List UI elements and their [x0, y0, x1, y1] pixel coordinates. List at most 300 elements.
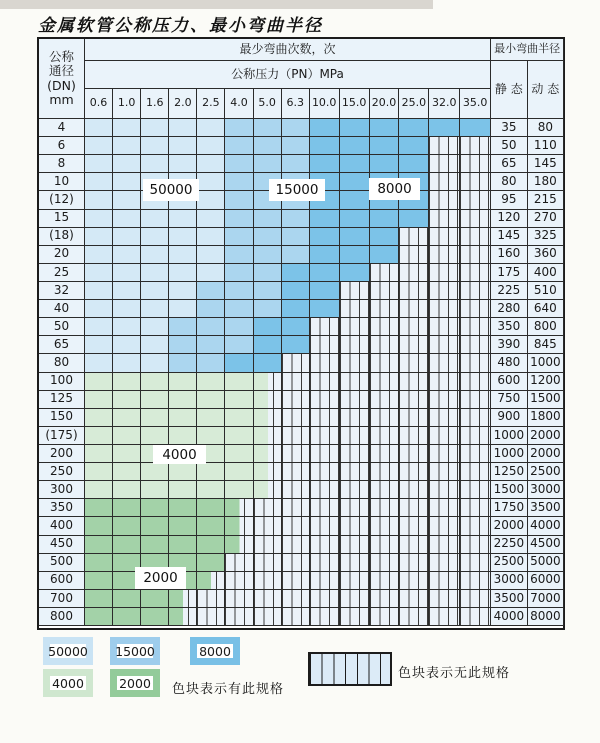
nospec-cell [399, 445, 429, 463]
nospec-cell [370, 499, 400, 517]
legend-value: 2000 [119, 675, 151, 691]
spec-cell [310, 137, 340, 155]
spec-cell [85, 336, 113, 354]
nospec-cell [460, 409, 491, 427]
legend-has-spec-text: 色块表示有此规格 [172, 682, 285, 697]
nospec-cell [282, 481, 310, 499]
legend-swatch-4000 [43, 669, 93, 697]
nospec-cell [460, 572, 491, 590]
spec-cell [225, 536, 253, 554]
nospec-cell [282, 554, 310, 572]
dynamic-value: 80 [528, 119, 565, 137]
spec-cell [197, 336, 225, 354]
spec-cell [225, 246, 253, 264]
nospec-cell [197, 608, 225, 626]
spec-cell [340, 210, 370, 228]
nospec-cell [310, 463, 340, 481]
spec-cell [370, 155, 400, 173]
nospec-cell [310, 517, 340, 535]
static-value: 480 [491, 354, 528, 372]
nospec-cell [197, 590, 225, 608]
dynamic-value: 510 [528, 282, 565, 300]
spec-cell [169, 391, 197, 409]
spec-cell [169, 282, 197, 300]
dn-label: 125 [39, 391, 85, 409]
spec-cell [310, 210, 340, 228]
spec-cell [225, 517, 253, 535]
nospec-cell [340, 373, 370, 391]
min-bend-radius-header: 最小弯曲半径 [491, 39, 564, 61]
spec-cell [282, 300, 310, 318]
nospec-cell [370, 282, 400, 300]
spec-cell [113, 191, 141, 209]
spec-cell [85, 409, 113, 427]
spec-cell [169, 119, 197, 137]
nospec-cell [399, 318, 429, 336]
spec-cell [197, 155, 225, 173]
static-value: 750 [491, 391, 528, 409]
spec-cell [310, 300, 340, 318]
nospec-cell [460, 554, 491, 572]
static-value: 3000 [491, 572, 528, 590]
nospec-cell [429, 318, 460, 336]
nospec-cell [282, 590, 310, 608]
spec-cell [310, 282, 340, 300]
nospec-cell [370, 427, 400, 445]
spec-cell [197, 572, 225, 590]
spec-cell [254, 210, 282, 228]
nospec-cell [399, 228, 429, 246]
nospec-cell [460, 481, 491, 499]
spec-cell [141, 590, 169, 608]
spec-cell [197, 517, 225, 535]
spec-cell [113, 536, 141, 554]
nospec-cell [399, 282, 429, 300]
spec-cell [85, 354, 113, 372]
nospec-cell [370, 608, 400, 626]
static-value: 1500 [491, 481, 528, 499]
region-label-15000: 15000 [269, 179, 325, 201]
spec-cell [113, 391, 141, 409]
dn-label: 400 [39, 517, 85, 535]
spec-cell [254, 336, 282, 354]
spec-cell [460, 119, 491, 137]
spec-cell [225, 264, 253, 282]
dynamic-value: 180 [528, 173, 565, 191]
dn-label: 65 [39, 336, 85, 354]
nospec-cell [460, 191, 491, 209]
dn-label: 50 [39, 318, 85, 336]
dn-label: 800 [39, 608, 85, 626]
nospec-cell [340, 554, 370, 572]
spec-cell [113, 173, 141, 191]
legend-value: 4000 [52, 675, 84, 691]
spec-cell [169, 137, 197, 155]
dynamic-value: 360 [528, 246, 565, 264]
nospec-cell [310, 373, 340, 391]
region-label-2000: 2000 [135, 567, 186, 589]
dynamic-value: 3000 [528, 481, 565, 499]
spec-cell [399, 155, 429, 173]
nospec-cell [460, 210, 491, 228]
nospec-cell [429, 173, 460, 191]
static-value: 1000 [491, 445, 528, 463]
legend-swatch-15000 [110, 637, 160, 665]
nospec-cell [282, 409, 310, 427]
spec-cell [225, 318, 253, 336]
spec-cell [85, 427, 113, 445]
nospec-cell [460, 228, 491, 246]
nospec-cell [399, 409, 429, 427]
dynamic-value: 6000 [528, 572, 565, 590]
spec-cell [113, 137, 141, 155]
spec-cell [197, 373, 225, 391]
spec-cell [225, 300, 253, 318]
dynamic-value: 4000 [528, 517, 565, 535]
nospec-cell [310, 391, 340, 409]
spec-cell [340, 173, 370, 191]
spec-cell [113, 354, 141, 372]
dynamic-value: 1500 [528, 391, 565, 409]
spec-cell [254, 373, 282, 391]
nospec-cell [399, 354, 429, 372]
region-label-4000: 4000 [153, 445, 206, 464]
pressure-tick: 1.0 [113, 89, 141, 119]
spec-cell [340, 264, 370, 282]
nospec-cell [340, 608, 370, 626]
spec-cell [225, 336, 253, 354]
dynamic-value: 2000 [528, 427, 565, 445]
dn-label: (175) [39, 427, 85, 445]
spec-cell [225, 409, 253, 427]
spec-cell [85, 463, 113, 481]
nospec-cell [460, 445, 491, 463]
dynamic-value: 2500 [528, 463, 565, 481]
spec-cell [225, 119, 253, 137]
dynamic-value: 3500 [528, 499, 565, 517]
nospec-cell [460, 173, 491, 191]
spec-cell [225, 354, 253, 372]
nospec-cell [429, 463, 460, 481]
nospec-cell [340, 517, 370, 535]
spec-cell [282, 282, 310, 300]
nospec-cell [340, 590, 370, 608]
dn-header-line1: 公称 [48, 48, 74, 64]
dn-label: 20 [39, 246, 85, 264]
nospec-cell [225, 554, 253, 572]
spec-cell [169, 373, 197, 391]
pressure-tick: 32.0 [429, 89, 460, 119]
dn-header-line3: (DN) [47, 77, 76, 93]
spec-cell [113, 318, 141, 336]
spec-cell [85, 264, 113, 282]
spec-cell [197, 536, 225, 554]
spec-cell [429, 119, 460, 137]
spec-cell [310, 119, 340, 137]
nospec-cell [282, 536, 310, 554]
nospec-cell [340, 499, 370, 517]
nospec-cell [370, 463, 400, 481]
spec-cell [141, 517, 169, 535]
nospec-cell [282, 354, 310, 372]
spec-cell [85, 590, 113, 608]
nospec-cell [254, 499, 282, 517]
nospec-cell [340, 354, 370, 372]
legend-value: 50000 [48, 643, 88, 659]
nospec-cell [429, 246, 460, 264]
spec-cell [141, 409, 169, 427]
static-value: 120 [491, 210, 528, 228]
spec-cell [197, 119, 225, 137]
spec-cell [340, 228, 370, 246]
spec-cell [197, 409, 225, 427]
spec-cell [254, 119, 282, 137]
spec-cell [197, 463, 225, 481]
spec-cell [113, 608, 141, 626]
spec-cell [282, 137, 310, 155]
nospec-cell [340, 300, 370, 318]
pressure-tick: 0.6 [85, 89, 113, 119]
nospec-cell [399, 554, 429, 572]
nospec-cell [399, 391, 429, 409]
nospec-cell [282, 427, 310, 445]
spec-cell [141, 300, 169, 318]
dn-label: 8 [39, 155, 85, 173]
dynamic-value: 145 [528, 155, 565, 173]
dn-label: 10 [39, 173, 85, 191]
nospec-cell [340, 318, 370, 336]
spec-cell [254, 300, 282, 318]
nospec-cell [460, 427, 491, 445]
dynamic-value: 800 [528, 318, 565, 336]
spec-cell [85, 318, 113, 336]
nospec-cell [460, 590, 491, 608]
nospec-cell [460, 336, 491, 354]
nospec-cell [460, 499, 491, 517]
dn-header-line4: mm [49, 91, 74, 107]
spec-cell [370, 119, 400, 137]
static-value: 50 [491, 137, 528, 155]
pressure-tick: 6.3 [282, 89, 310, 119]
nospec-cell [310, 608, 340, 626]
spec-cell [225, 499, 253, 517]
spec-cell [85, 608, 113, 626]
spec-cell [169, 246, 197, 264]
static-value: 35 [491, 119, 528, 137]
spec-cell [141, 354, 169, 372]
spec-cell [282, 318, 310, 336]
spec-cell [254, 282, 282, 300]
spec-cell [282, 246, 310, 264]
static-value: 350 [491, 318, 528, 336]
pressure-tick: 2.5 [197, 89, 225, 119]
nospec-cell [460, 282, 491, 300]
nospec-cell [399, 590, 429, 608]
dynamic-value: 270 [528, 210, 565, 228]
spec-cell [225, 155, 253, 173]
spec-cell [340, 191, 370, 209]
dn-label: 25 [39, 264, 85, 282]
dynamic-value: 4500 [528, 536, 565, 554]
spec-cell [254, 246, 282, 264]
spec-cell [141, 336, 169, 354]
pressure-table [37, 37, 565, 630]
spec-cell [370, 210, 400, 228]
dynamic-value: 1200 [528, 373, 565, 391]
nospec-cell [370, 391, 400, 409]
spec-cell [113, 282, 141, 300]
spec-cell [197, 173, 225, 191]
bend-times-header: 最少弯曲次数，次 [85, 39, 491, 61]
nospec-cell [370, 536, 400, 554]
nospec-cell [340, 572, 370, 590]
nospec-cell [370, 264, 400, 282]
static-value: 900 [491, 409, 528, 427]
nospec-cell [254, 517, 282, 535]
spec-cell [113, 210, 141, 228]
dn-label: 250 [39, 463, 85, 481]
nospec-cell [225, 590, 253, 608]
nospec-cell [254, 608, 282, 626]
nospec-cell [310, 590, 340, 608]
spec-cell [254, 318, 282, 336]
spec-cell [169, 499, 197, 517]
nospec-cell [282, 391, 310, 409]
nospec-cell [254, 572, 282, 590]
spec-cell [254, 445, 282, 463]
nospec-cell [399, 608, 429, 626]
spec-cell [85, 554, 113, 572]
spec-cell [113, 463, 141, 481]
nospec-cell [460, 264, 491, 282]
dynamic-value: 110 [528, 137, 565, 155]
spec-cell [169, 427, 197, 445]
legend-swatch-50000 [43, 637, 93, 665]
dynamic-value: 5000 [528, 554, 565, 572]
nospec-cell [399, 536, 429, 554]
spec-cell [141, 499, 169, 517]
spec-cell [340, 137, 370, 155]
region-label-50000: 50000 [143, 179, 199, 201]
spec-cell [141, 481, 169, 499]
dn-label: 350 [39, 499, 85, 517]
spec-cell [169, 210, 197, 228]
dn-label: (12) [39, 191, 85, 209]
spec-cell [340, 155, 370, 173]
spec-cell [225, 427, 253, 445]
nospec-cell [429, 427, 460, 445]
spec-cell [225, 463, 253, 481]
nospec-cell [310, 554, 340, 572]
spec-cell [85, 155, 113, 173]
spec-cell [225, 445, 253, 463]
dn-label: 700 [39, 590, 85, 608]
spec-cell [141, 137, 169, 155]
pressure-tick: 20.0 [370, 89, 400, 119]
spec-cell [197, 264, 225, 282]
dn-label: 40 [39, 300, 85, 318]
nospec-cell [282, 517, 310, 535]
dn-label: 200 [39, 445, 85, 463]
static-value: 175 [491, 264, 528, 282]
nospec-cell [429, 228, 460, 246]
spec-cell [113, 409, 141, 427]
legend-no-spec-sample [308, 652, 392, 686]
spec-cell [169, 409, 197, 427]
nospec-cell [460, 300, 491, 318]
nospec-cell [370, 336, 400, 354]
spec-cell [113, 264, 141, 282]
spec-cell [197, 210, 225, 228]
spec-cell [85, 391, 113, 409]
spec-cell [225, 191, 253, 209]
legend-swatch-8000 [190, 637, 240, 665]
nospec-cell [282, 463, 310, 481]
dn-label: 600 [39, 572, 85, 590]
dynamic-value: 2000 [528, 445, 565, 463]
static-value: 390 [491, 336, 528, 354]
nospec-cell [429, 264, 460, 282]
spec-cell [113, 119, 141, 137]
dn-label: 4 [39, 119, 85, 137]
spec-cell [197, 481, 225, 499]
spec-cell [399, 210, 429, 228]
spec-cell [85, 119, 113, 137]
nospec-cell [370, 445, 400, 463]
spec-cell [141, 228, 169, 246]
nospec-cell [370, 572, 400, 590]
spec-cell [197, 499, 225, 517]
spec-cell [225, 210, 253, 228]
spec-cell [282, 210, 310, 228]
nospec-cell [282, 373, 310, 391]
spec-cell [310, 246, 340, 264]
spec-cell [197, 191, 225, 209]
nospec-cell [399, 499, 429, 517]
spec-cell [85, 499, 113, 517]
nospec-cell [310, 536, 340, 554]
spec-cell [141, 536, 169, 554]
spec-cell [113, 246, 141, 264]
spec-cell [254, 409, 282, 427]
nospec-cell [282, 608, 310, 626]
static-value: 225 [491, 282, 528, 300]
spec-cell [282, 155, 310, 173]
spec-cell [141, 373, 169, 391]
spec-cell [340, 119, 370, 137]
spec-cell [225, 391, 253, 409]
nospec-cell [460, 517, 491, 535]
static-value: 2250 [491, 536, 528, 554]
nospec-cell [310, 409, 340, 427]
legend-value: 15000 [115, 643, 155, 659]
dn-label: 80 [39, 354, 85, 372]
nospec-cell [429, 300, 460, 318]
spec-cell [254, 264, 282, 282]
spec-cell [225, 481, 253, 499]
pressure-tick: 5.0 [254, 89, 282, 119]
spec-cell [197, 354, 225, 372]
spec-cell [85, 137, 113, 155]
spec-cell [310, 228, 340, 246]
nospec-cell [429, 608, 460, 626]
spec-cell [169, 228, 197, 246]
nospec-cell [399, 246, 429, 264]
spec-cell [197, 246, 225, 264]
dn-label: 15 [39, 210, 85, 228]
spec-cell [141, 282, 169, 300]
spec-cell [310, 264, 340, 282]
